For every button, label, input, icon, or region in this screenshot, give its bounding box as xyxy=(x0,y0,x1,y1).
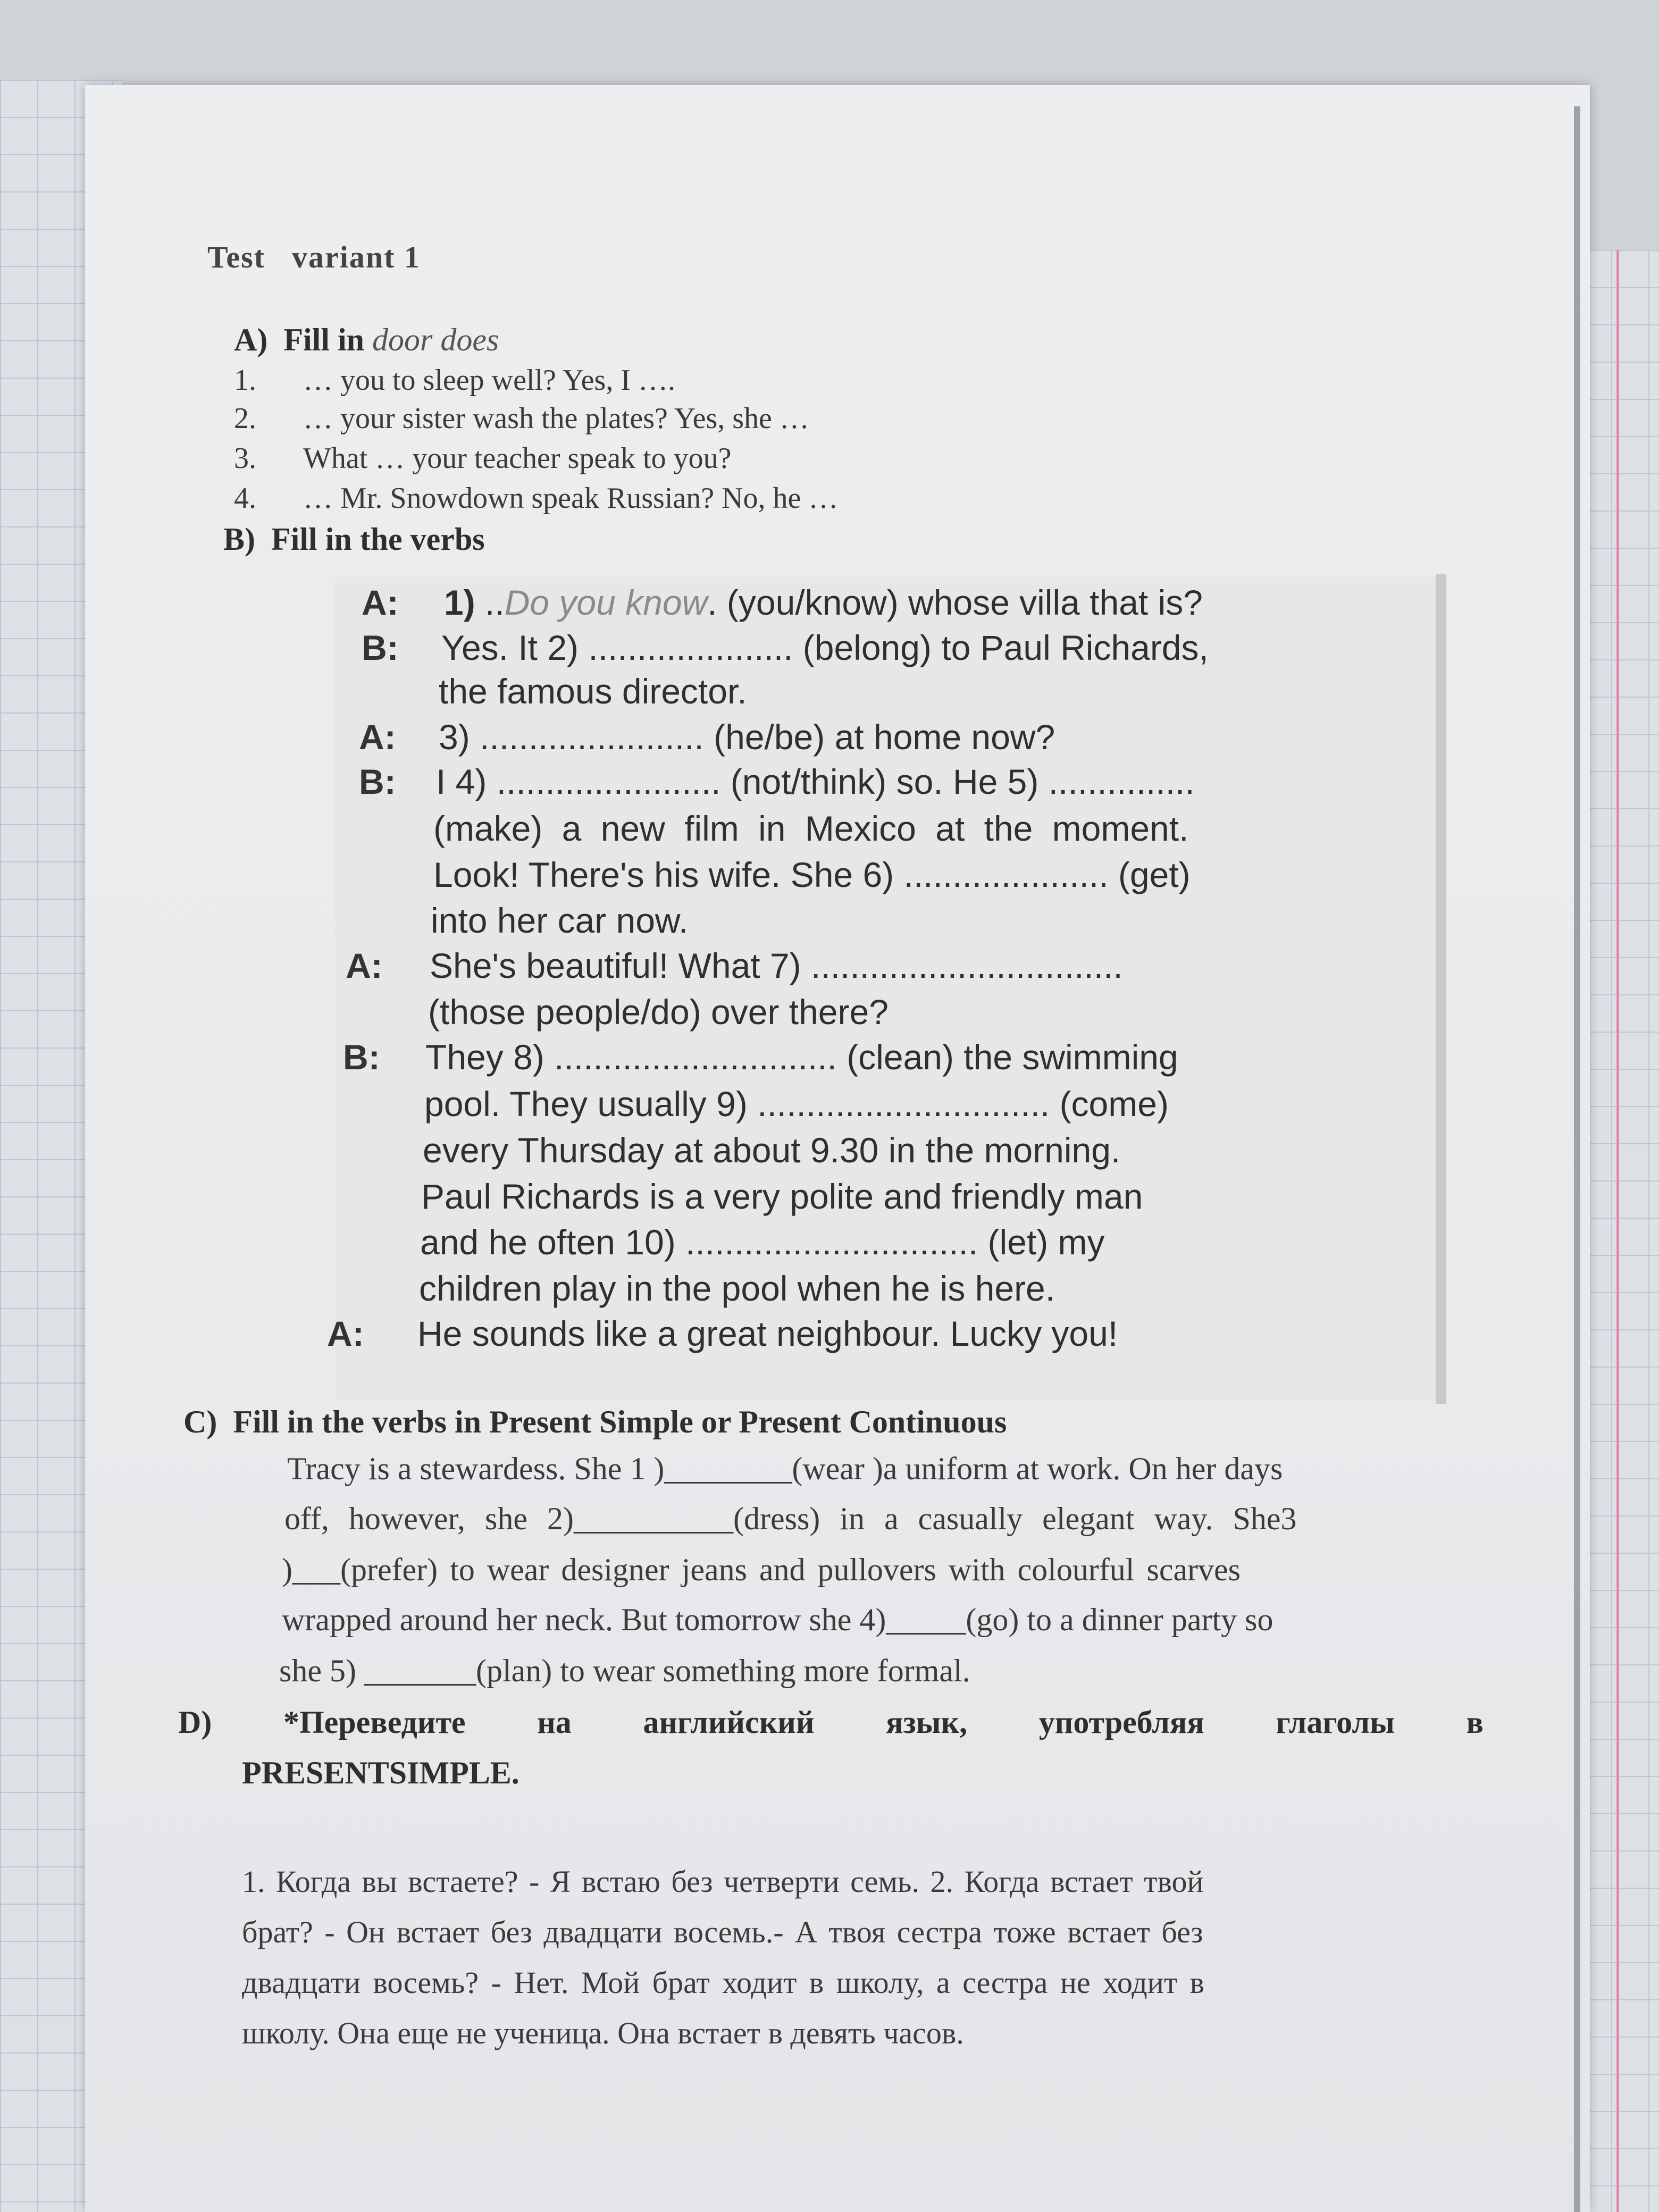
dialogue-line: pool. They usually 9) .............................. (come) xyxy=(424,1084,1169,1124)
dialogue-line: She's beautiful! What 7) ................................ xyxy=(430,946,1123,985)
dialogue-line: 3) ....................... (he/be) at home now? xyxy=(439,717,1055,757)
section-d-instruction-line2: PRESENTSIMPLE. xyxy=(242,1755,520,1790)
paragraph-line: wrapped around her neck. But tomorrow she 4)_____(go) to a dinner party so xyxy=(282,1602,1273,1637)
dialogue-line: and he often 10) .............................. (let) my xyxy=(420,1222,1105,1262)
speaker-label: A: xyxy=(327,1314,364,1353)
speaker-label: A: xyxy=(362,583,399,622)
paragraph-line: брат? - Он встает без двадцати восемь.- А твоя сестра тоже встает без xyxy=(242,1915,1203,1949)
section-a-instruction-italic: door does xyxy=(372,322,499,357)
speaker-label: B: xyxy=(359,762,396,801)
paragraph-line: двадцати восемь? - Нет. Мой брат ходит в школу, а сестра не ходит в xyxy=(242,1965,1205,2000)
dialogue-box-edge xyxy=(1436,574,1446,1404)
speaker-label: B: xyxy=(343,1037,380,1077)
section-c-heading xyxy=(183,1404,1007,1440)
worksheet-edge xyxy=(1574,106,1580,2212)
dialogue-line: 1) ..Do you know. (you/know) whose villa that is? xyxy=(444,583,1203,622)
title-word-test: Test xyxy=(207,240,265,274)
section-b-label: B) xyxy=(223,522,255,557)
dialogue-line: (make) a new film in Mexico at the moment. xyxy=(433,809,1189,848)
section-a-item: 3. What … your teacher speak to you? xyxy=(234,442,732,475)
section-a-item: 2. … your sister wash the plates? Yes, she … xyxy=(234,402,809,435)
paragraph-line: Tracy is a stewardess. She 1 )________(wear )a uniform at work. On her days xyxy=(287,1451,1283,1486)
section-b-heading xyxy=(223,521,485,558)
paragraph-line: she 5) _______(plan) to wear something more formal. xyxy=(279,1653,970,1688)
paragraph-line: школу. Она еще не ученица. Она встает в девять часов. xyxy=(242,2016,964,2050)
section-b-instruction: Fill in the verbs xyxy=(271,522,485,557)
page-title xyxy=(207,239,447,275)
speaker-label: A: xyxy=(359,717,396,757)
section-d-heading: D) *Переведите на английский язык, употребляя глаголы в xyxy=(178,1705,1484,1740)
section-a-instruction: Fill in xyxy=(283,322,365,357)
notebook-margin-line xyxy=(1616,250,1619,2212)
dialogue-line: into her car now. xyxy=(431,901,689,940)
dialogue-line: Yes. It 2) ..................... (belong) to Paul Richards, xyxy=(441,628,1209,667)
speaker-label: A: xyxy=(346,946,383,985)
section-d-label: D) xyxy=(178,1705,212,1740)
dialogue-line: Paul Richards is a very polite and friendly man xyxy=(421,1177,1143,1216)
speaker-label: B: xyxy=(362,628,399,667)
title-variant: variant 1 xyxy=(292,240,421,274)
paragraph-line: )___(prefer) to wear designer jeans and pullovers with colourful scarves xyxy=(282,1552,1241,1587)
section-c-instruction: Fill in the verbs in Present Simple or Present Continuous xyxy=(233,1404,1007,1439)
dialogue-line: every Thursday at about 9.30 in the morning. xyxy=(423,1130,1121,1170)
section-c-label: C) xyxy=(183,1404,217,1439)
dialogue-line: (those people/do) over there? xyxy=(428,992,889,1032)
section-a-heading xyxy=(234,322,499,358)
section-a-label: A) xyxy=(234,322,268,357)
dialogue-line: They 8) ............................. (clean) the swimming xyxy=(425,1037,1178,1077)
dialogue-line: He sounds like a great neighbour. Lucky you! xyxy=(417,1314,1118,1353)
dialogue-line: the famous director. xyxy=(439,672,747,711)
section-a-item: 4. … Mr. Snowdown speak Russian? No, he … xyxy=(234,482,839,515)
handwritten-answer: Do you know xyxy=(504,583,708,622)
dialogue-line: I 4) ....................... (not/think) so. He 5) ............... xyxy=(436,762,1195,801)
paragraph-line: 1. Когда вы встаете? - Я встаю без четверти семь. 2. Когда встает твой xyxy=(242,1864,1204,1899)
paragraph-line: off, however, she 2)__________(dress) in a casually elegant way. She3 xyxy=(284,1501,1297,1536)
dialogue-line: children play in the pool when he is here. xyxy=(419,1269,1055,1308)
dialogue-line: Look! There's his wife. She 6) ..................... (get) xyxy=(433,855,1191,894)
section-a-item: 1. … you to sleep well? Yes, I …. xyxy=(234,364,675,397)
